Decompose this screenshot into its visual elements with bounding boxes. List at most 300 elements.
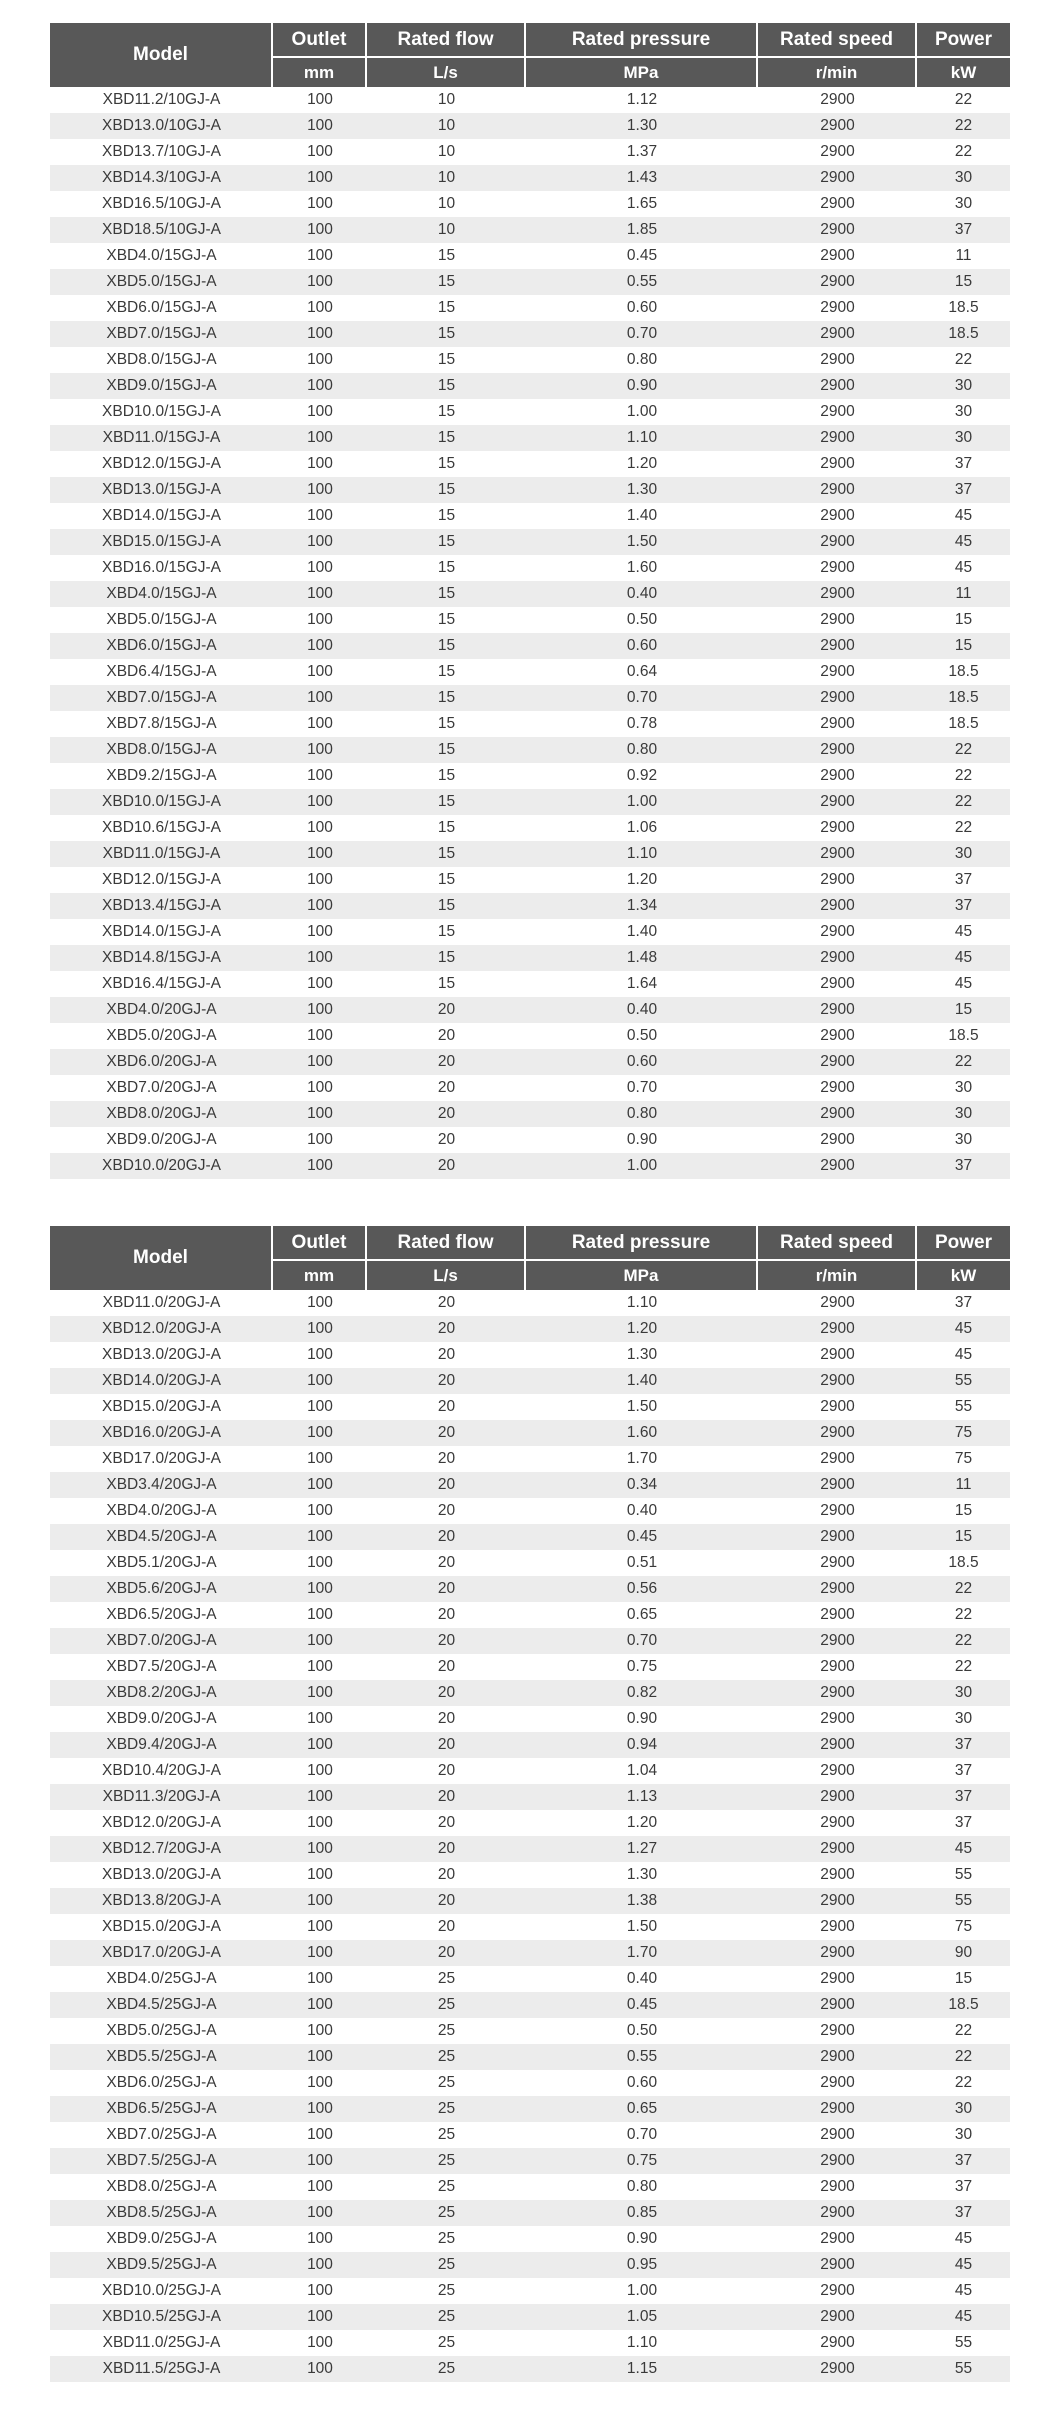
model-cell: XBD10.4/20GJ-A — [102, 1762, 221, 1779]
model-cell: XBD10.5/25GJ-A — [50, 2304, 273, 2330]
rated-speed-cell: 2900 — [820, 1131, 855, 1148]
model-cell: XBD13.0/15GJ-A — [50, 477, 273, 503]
rated-speed-cell: 2900 — [758, 2356, 917, 2382]
rated-flow-cell: 20 — [367, 1940, 526, 1966]
table-row — [50, 1940, 1010, 1966]
rated-flow-cell: 15 — [437, 975, 456, 992]
rated-speed-cell: 2900 — [758, 841, 917, 867]
rated-speed-cell: 2900 — [758, 1368, 917, 1394]
outlet-cell: 100 — [273, 217, 367, 243]
model-cell: XBD9.5/25GJ-A — [50, 2252, 273, 2278]
rated-flow-cell: 15 — [437, 247, 456, 264]
model-cell: XBD5.0/15GJ-A — [106, 611, 217, 628]
rated-flow-cell: 20 — [367, 1628, 526, 1654]
table-row — [50, 2018, 1010, 2044]
model-cell: XBD14.0/15GJ-A — [102, 923, 221, 940]
outlet-cell: 100 — [273, 1888, 367, 1914]
model-cell: XBD15.0/20GJ-A — [102, 1398, 221, 1415]
rated-speed-cell: 2900 — [758, 1680, 917, 1706]
outlet-cell: 100 — [273, 425, 367, 451]
table-row — [50, 1576, 1010, 1602]
table-row — [50, 945, 1010, 971]
rated-pressure-cell: 1.00 — [626, 403, 658, 420]
rated-flow-cell: 20 — [437, 1918, 456, 1935]
power-cell: 22 — [917, 789, 1010, 815]
rated-pressure-cell: 1.00 — [526, 1153, 758, 1179]
outlet-cell: 100 — [307, 1814, 333, 1831]
table-row — [50, 1049, 1010, 1075]
rated-flow-unit: L/s — [367, 1261, 526, 1290]
outlet-cell: 100 — [273, 1680, 367, 1706]
power-cell: 22 — [954, 819, 973, 836]
power-cell: 18.5 — [948, 299, 979, 316]
outlet-cell: 100 — [307, 1346, 333, 1363]
power-cell: 55 — [954, 2334, 973, 2351]
outlet-cell: 100 — [307, 1131, 333, 1148]
rated-pressure-cell: 1.43 — [526, 165, 758, 191]
rated-speed-cell: 2900 — [758, 1628, 917, 1654]
rated-pressure-cell: 0.70 — [526, 321, 758, 347]
outlet-cell: 100 — [307, 923, 333, 940]
power-cell: 18.5 — [917, 1992, 1010, 2018]
table-row — [50, 165, 1010, 191]
power-cell: 30 — [954, 1710, 973, 1727]
power-cell: 11 — [955, 247, 972, 264]
model-cell: XBD14.3/10GJ-A — [50, 165, 273, 191]
outlet-cell: 100 — [307, 2022, 333, 2039]
power-cell: 18.5 — [917, 321, 1010, 347]
power-cell: 22 — [917, 737, 1010, 763]
power-cell: 75 — [917, 1420, 1010, 1446]
power-cell: 37 — [917, 1153, 1010, 1179]
model-cell: XBD16.4/15GJ-A — [102, 975, 221, 992]
rated-speed-cell: 2900 — [820, 1710, 855, 1727]
rated-flow-cell: 20 — [437, 1294, 456, 1311]
rated-speed-cell: 2900 — [758, 737, 917, 763]
rated-speed-cell: 2900 — [820, 1918, 855, 1935]
table-row — [50, 2304, 1010, 2330]
outlet-cell: 100 — [273, 1836, 367, 1862]
outlet-cell: 100 — [273, 373, 367, 399]
rated-flow-cell: 20 — [367, 1784, 526, 1810]
spec-table-2 — [50, 1226, 1010, 2382]
outlet-cell: 100 — [273, 1153, 367, 1179]
rated-flow-cell: 15 — [437, 351, 456, 368]
table-row — [50, 1628, 1010, 1654]
table-row — [50, 1550, 1010, 1576]
rated-pressure-cell: 1.40 — [526, 1368, 758, 1394]
rated-pressure-cell: 1.64 — [626, 975, 658, 992]
rated-speed-cell: 2900 — [820, 1294, 855, 1311]
model-cell: XBD4.0/25GJ-A — [106, 1970, 217, 1987]
rated-pressure-cell: 1.13 — [526, 1784, 758, 1810]
table-row — [50, 1524, 1010, 1550]
rated-pressure-cell: 1.20 — [626, 455, 658, 472]
rated-flow-cell: 20 — [437, 1079, 456, 1096]
rated-pressure-cell: 1.05 — [526, 2304, 758, 2330]
table-row — [50, 1023, 1010, 1049]
table-row — [50, 2174, 1010, 2200]
table-row — [50, 2148, 1010, 2174]
outlet-cell: 100 — [307, 767, 333, 784]
spec-table-1 — [50, 23, 1010, 1179]
rated-flow-cell: 25 — [367, 2044, 526, 2070]
table-row — [50, 1966, 1010, 1992]
table-row — [50, 1290, 1010, 1316]
model-cell: XBD5.6/20GJ-A — [50, 1576, 273, 1602]
model-cell: XBD7.0/15GJ-A — [50, 685, 273, 711]
rated-pressure-cell: 0.40 — [526, 581, 758, 607]
model-cell: XBD5.0/25GJ-A — [106, 2022, 217, 2039]
model-cell: XBD16.0/20GJ-A — [50, 1420, 273, 1446]
power-cell: 30 — [954, 195, 973, 212]
rated-flow-cell: 20 — [367, 1680, 526, 1706]
model-cell: XBD9.0/20GJ-A — [106, 1710, 217, 1727]
rated-speed-cell: 2900 — [820, 1554, 855, 1571]
power-cell: 15 — [954, 611, 973, 628]
power-cell: 22 — [954, 1658, 973, 1675]
rated-pressure-cell: 0.51 — [626, 1554, 658, 1571]
rated-pressure-cell: 0.40 — [626, 1970, 658, 1987]
rated-pressure-cell: 0.65 — [526, 2096, 758, 2122]
rated-flow-cell: 20 — [367, 1836, 526, 1862]
rated-speed-cell: 2900 — [820, 143, 855, 160]
outlet-cell: 100 — [273, 1576, 367, 1602]
outlet-cell: 100 — [273, 737, 367, 763]
rated-flow-cell: 20 — [367, 1049, 526, 1075]
table-row — [50, 217, 1010, 243]
power-header: Power — [917, 23, 1010, 58]
rated-pressure-cell: 1.70 — [526, 1940, 758, 1966]
rated-speed-cell: 2900 — [820, 247, 855, 264]
outlet-cell: 100 — [273, 529, 367, 555]
table-row — [50, 1862, 1010, 1888]
power-cell: 30 — [917, 2096, 1010, 2122]
power-cell: 18.5 — [948, 715, 979, 732]
model-cell: XBD9.0/15GJ-A — [50, 373, 273, 399]
power-cell: 45 — [954, 2282, 973, 2299]
rated-pressure-cell: 0.45 — [626, 247, 658, 264]
outlet-cell: 100 — [307, 351, 333, 368]
power-cell: 30 — [917, 1101, 1010, 1127]
table-row — [50, 2330, 1010, 2356]
power-cell: 30 — [917, 165, 1010, 191]
rated-speed-cell: 2900 — [758, 2200, 917, 2226]
table-row — [50, 581, 1010, 607]
rated-speed-cell: 2900 — [820, 1762, 855, 1779]
model-cell: XBD13.8/20GJ-A — [50, 1888, 273, 1914]
outlet-cell: 100 — [307, 1554, 333, 1571]
model-cell: XBD15.0/20GJ-A — [102, 1918, 221, 1935]
outlet-cell: 100 — [307, 1502, 333, 1519]
table-row — [50, 1316, 1010, 1342]
table-row — [50, 347, 1010, 373]
rated-speed-cell: 2900 — [758, 685, 917, 711]
model-cell: XBD14.0/20GJ-A — [50, 1368, 273, 1394]
table-row — [50, 1602, 1010, 1628]
table-row — [50, 2044, 1010, 2070]
outlet-unit: mm — [273, 1261, 367, 1290]
rated-pressure-cell: 1.15 — [526, 2356, 758, 2382]
rated-flow-cell: 25 — [437, 1970, 456, 1987]
outlet-cell: 100 — [273, 893, 367, 919]
power-cell: 45 — [917, 1836, 1010, 1862]
rated-flow-cell: 25 — [367, 2356, 526, 2382]
rated-speed-cell: 2900 — [820, 2178, 855, 2195]
rated-speed-cell: 2900 — [758, 2148, 917, 2174]
model-cell: XBD9.2/15GJ-A — [106, 767, 217, 784]
rated-pressure-cell: 0.90 — [626, 1710, 658, 1727]
rated-flow-cell: 15 — [437, 767, 456, 784]
rated-speed-cell: 2900 — [820, 1866, 855, 1883]
model-cell: XBD6.5/25GJ-A — [50, 2096, 273, 2122]
model-cell: XBD3.4/20GJ-A — [50, 1472, 273, 1498]
power-cell: 30 — [917, 425, 1010, 451]
outlet-cell: 100 — [307, 1866, 333, 1883]
rated-pressure-header: Rated pressure — [526, 23, 758, 58]
power-cell: 22 — [954, 143, 973, 160]
rated-speed-cell: 2900 — [758, 373, 917, 399]
table-body — [50, 1290, 1010, 2382]
model-cell: XBD11.0/20GJ-A — [102, 1294, 221, 1311]
rated-speed-cell: 2900 — [820, 975, 855, 992]
power-cell: 30 — [954, 2126, 973, 2143]
power-cell: 30 — [917, 1680, 1010, 1706]
outlet-cell: 100 — [273, 1940, 367, 1966]
power-header: Power — [917, 1226, 1010, 1261]
rated-pressure-unit: MPa — [526, 58, 758, 87]
power-cell: 55 — [917, 1888, 1010, 1914]
rated-speed-unit: r/min — [758, 1261, 917, 1290]
rated-flow-cell: 15 — [367, 945, 526, 971]
rated-speed-cell: 2900 — [820, 1658, 855, 1675]
rated-flow-cell: 10 — [367, 165, 526, 191]
rated-pressure-cell: 0.45 — [526, 1524, 758, 1550]
model-cell: XBD8.0/25GJ-A — [106, 2178, 217, 2195]
power-cell: 45 — [954, 507, 973, 524]
model-cell: XBD4.0/15GJ-A — [50, 581, 273, 607]
rated-pressure-cell: 0.40 — [526, 997, 758, 1023]
rated-flow-cell: 25 — [437, 2334, 456, 2351]
table-row — [50, 1153, 1010, 1179]
power-cell: 37 — [954, 1294, 973, 1311]
model-cell: XBD5.0/15GJ-A — [50, 269, 273, 295]
rated-pressure-cell: 1.30 — [526, 477, 758, 503]
model-cell: XBD11.0/15GJ-A — [50, 425, 273, 451]
rated-pressure-cell: 1.40 — [626, 923, 658, 940]
outlet-cell: 100 — [273, 1732, 367, 1758]
model-cell: XBD13.0/20GJ-A — [102, 1866, 221, 1883]
model-cell: XBD14.0/15GJ-A — [102, 507, 221, 524]
table-row — [50, 373, 1010, 399]
model-cell: XBD9.4/20GJ-A — [50, 1732, 273, 1758]
outlet-cell: 100 — [273, 1049, 367, 1075]
power-cell: 45 — [917, 2304, 1010, 2330]
power-cell: 15 — [954, 1502, 973, 1519]
power-cell: 30 — [954, 1131, 973, 1148]
outlet-cell: 100 — [273, 581, 367, 607]
model-cell: XBD12.7/20GJ-A — [50, 1836, 273, 1862]
rated-flow-cell: 20 — [367, 997, 526, 1023]
rated-flow-cell: 25 — [367, 1992, 526, 2018]
outlet-cell: 100 — [273, 1368, 367, 1394]
rated-speed-cell: 2900 — [820, 923, 855, 940]
rated-pressure-cell: 1.50 — [626, 1398, 658, 1415]
rated-speed-cell: 2900 — [820, 507, 855, 524]
rated-pressure-cell: 0.78 — [626, 715, 658, 732]
model-cell: XBD7.0/25GJ-A — [106, 2126, 217, 2143]
rated-pressure-cell: 0.90 — [626, 2230, 658, 2247]
rated-pressure-cell: 1.00 — [626, 2282, 658, 2299]
outlet-cell: 100 — [273, 1992, 367, 2018]
rated-pressure-cell: 1.85 — [526, 217, 758, 243]
rated-speed-cell: 2900 — [758, 633, 917, 659]
rated-speed-cell: 2900 — [820, 351, 855, 368]
model-cell: XBD9.0/25GJ-A — [106, 2230, 217, 2247]
rated-pressure-header: Rated pressure — [526, 1226, 758, 1261]
model-cell: XBD13.4/15GJ-A — [50, 893, 273, 919]
power-cell: 22 — [917, 1049, 1010, 1075]
table-row — [50, 2226, 1010, 2252]
outlet-cell: 100 — [307, 1450, 333, 1467]
rated-pressure-cell: 0.50 — [626, 611, 658, 628]
outlet-cell: 100 — [307, 611, 333, 628]
model-cell: XBD7.5/20GJ-A — [106, 1658, 217, 1675]
model-cell: XBD10.0/15GJ-A — [50, 789, 273, 815]
table-row — [50, 919, 1010, 945]
outlet-cell: 100 — [307, 403, 333, 420]
table-row — [50, 269, 1010, 295]
rated-flow-cell: 20 — [367, 1368, 526, 1394]
table-row — [50, 1992, 1010, 2018]
rated-flow-cell: 15 — [437, 715, 456, 732]
table-row — [50, 763, 1010, 789]
rated-speed-cell: 2900 — [758, 477, 917, 503]
outlet-cell: 100 — [307, 1027, 333, 1044]
rated-pressure-cell: 1.70 — [626, 1450, 658, 1467]
table-row — [50, 867, 1010, 893]
power-cell: 22 — [954, 1606, 973, 1623]
model-cell: XBD6.0/20GJ-A — [50, 1049, 273, 1075]
rated-flow-cell: 15 — [367, 841, 526, 867]
outlet-cell: 100 — [307, 975, 333, 992]
outlet-cell: 100 — [307, 1762, 333, 1779]
table-row — [50, 477, 1010, 503]
rated-speed-cell: 2900 — [758, 1524, 917, 1550]
power-cell: 37 — [917, 2148, 1010, 2174]
power-cell: 22 — [917, 2044, 1010, 2070]
power-cell: 45 — [917, 945, 1010, 971]
rated-flow-cell: 20 — [437, 1710, 456, 1727]
rated-flow-cell: 25 — [437, 2126, 456, 2143]
outlet-cell: 100 — [307, 871, 333, 888]
outlet-cell: 100 — [273, 1420, 367, 1446]
rated-flow-cell: 20 — [437, 1450, 456, 1467]
table-row — [50, 555, 1010, 581]
power-cell: 22 — [917, 113, 1010, 139]
model-cell: XBD6.0/15GJ-A — [106, 299, 217, 316]
outlet-cell: 100 — [307, 91, 333, 108]
outlet-cell: 100 — [307, 559, 333, 576]
model-cell: XBD15.0/15GJ-A — [50, 529, 273, 555]
rated-flow-cell: 15 — [367, 581, 526, 607]
rated-flow-cell: 15 — [367, 893, 526, 919]
rated-speed-cell: 2900 — [758, 1784, 917, 1810]
model-cell: XBD10.0/15GJ-A — [102, 403, 221, 420]
rated-flow-cell: 15 — [437, 559, 456, 576]
outlet-cell: 100 — [307, 663, 333, 680]
rated-flow-cell: 10 — [367, 113, 526, 139]
table-row — [50, 1706, 1010, 1732]
rated-flow-cell: 20 — [437, 1131, 456, 1148]
rated-pressure-cell: 0.70 — [626, 1079, 658, 1096]
power-cell: 22 — [954, 2074, 973, 2091]
rated-pressure-cell: 0.90 — [626, 1131, 658, 1148]
model-cell: XBD16.0/15GJ-A — [102, 559, 221, 576]
rated-pressure-cell: 1.40 — [626, 507, 658, 524]
table-row — [50, 191, 1010, 217]
power-cell: 37 — [954, 1814, 973, 1831]
power-cell: 11 — [917, 1472, 1010, 1498]
outlet-cell: 100 — [307, 455, 333, 472]
rated-pressure-cell: 1.20 — [626, 871, 658, 888]
rated-pressure-cell: 0.70 — [526, 1628, 758, 1654]
model-cell: XBD4.5/20GJ-A — [50, 1524, 273, 1550]
model-cell: XBD8.0/15GJ-A — [106, 351, 217, 368]
table-row — [50, 607, 1010, 633]
model-cell: XBD11.0/15GJ-A — [50, 841, 273, 867]
rated-speed-cell: 2900 — [820, 1027, 855, 1044]
rated-flow-cell: 15 — [437, 611, 456, 628]
rated-speed-cell: 2900 — [820, 819, 855, 836]
outlet-cell: 100 — [273, 997, 367, 1023]
rated-flow-cell: 20 — [367, 1316, 526, 1342]
outlet-cell: 100 — [273, 1101, 367, 1127]
power-cell: 18.5 — [948, 1027, 979, 1044]
rated-pressure-cell: 1.10 — [626, 1294, 658, 1311]
rated-pressure-cell: 0.60 — [626, 299, 658, 316]
power-cell: 22 — [954, 91, 973, 108]
rated-pressure-cell: 1.12 — [626, 91, 658, 108]
rated-flow-cell: 20 — [367, 1888, 526, 1914]
rated-speed-cell: 2900 — [758, 893, 917, 919]
rated-flow-cell: 20 — [367, 1472, 526, 1498]
power-cell: 15 — [954, 1970, 973, 1987]
rated-speed-cell: 2900 — [758, 2304, 917, 2330]
rated-flow-cell: 15 — [367, 737, 526, 763]
rated-speed-cell: 2900 — [820, 1398, 855, 1415]
rated-pressure-cell: 1.65 — [626, 195, 658, 212]
rated-flow-cell: 15 — [367, 529, 526, 555]
rated-flow-cell: 20 — [437, 1606, 456, 1623]
rated-flow-cell: 15 — [437, 403, 456, 420]
rated-pressure-cell: 1.37 — [626, 143, 658, 160]
power-cell: 45 — [954, 2230, 973, 2247]
rated-speed-cell: 2900 — [758, 581, 917, 607]
power-cell: 37 — [954, 871, 973, 888]
model-cell: XBD10.6/15GJ-A — [102, 819, 221, 836]
rated-speed-cell: 2900 — [820, 455, 855, 472]
table-row — [50, 503, 1010, 529]
power-cell: 37 — [917, 2200, 1010, 2226]
outlet-cell: 100 — [307, 1079, 333, 1096]
table-row — [50, 1498, 1010, 1524]
table-row — [50, 789, 1010, 815]
rated-pressure-cell: 0.70 — [626, 2126, 658, 2143]
outlet-cell: 100 — [273, 1784, 367, 1810]
rated-speed-cell: 2900 — [820, 1606, 855, 1623]
table-row — [50, 2200, 1010, 2226]
